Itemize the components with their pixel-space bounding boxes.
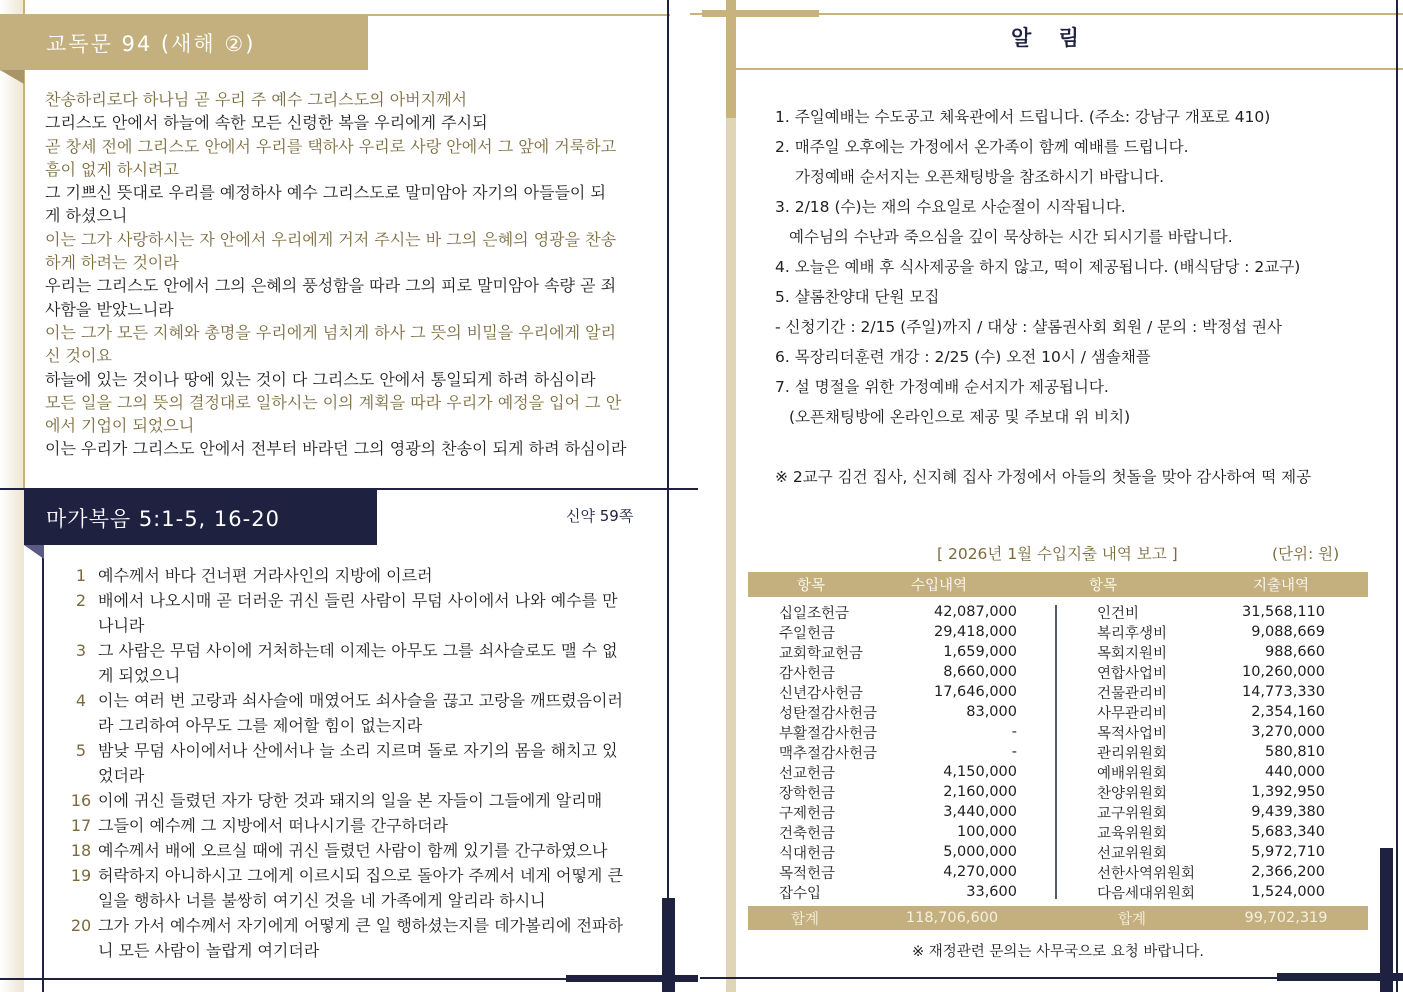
- expense-amount: 14,773,330: [1241, 684, 1325, 700]
- income-row: [748, 802, 1055, 822]
- income-item: 주일헌금: [779, 625, 836, 642]
- finance-report-title: [ 2026년 1월 수입지출 내역 보고 ]: [937, 545, 1178, 563]
- expense-row: [1055, 662, 1368, 682]
- income-amount: 8,660,000: [943, 664, 1017, 680]
- income-amount: -: [1011, 744, 1017, 760]
- reading-line: 찬송하리로다 하나님 곧 우리 주 예수 그리스도의 아버지께서: [45, 90, 468, 109]
- header-expense-item: 항목: [1088, 578, 1117, 594]
- reading-line: 이는 그가 모든 지혜와 총명을 우리에게 넘치게 하사 그 뜻의 비밀을 우리에게 알리: [45, 322, 617, 342]
- income-item: 성탄절감사헌금: [779, 705, 878, 722]
- expense-row: [1055, 802, 1368, 822]
- notice-line: 예수님의 수난과 죽으심을 깊이 묵상하는 시간 되시기를 바랍니다.: [789, 228, 1233, 246]
- expense-item: 교구위원회: [1097, 805, 1168, 822]
- expense-row: [1055, 602, 1368, 622]
- verse-item: [64, 788, 644, 813]
- header-income-item: 항목: [796, 578, 825, 594]
- cross-post-top-right-solid: [726, 0, 736, 118]
- responsive-reading-header: [0, 15, 368, 70]
- verse-text: 밤낮 무덤 사이에서나 산에서나 늘 소리 지르며 돌로 자기의 몸을 해치고 있: [98, 741, 618, 760]
- verse-text: 이는 여러 번 고랑과 쇠사슬에 매였어도 쇠사슬을 끊고 고랑을 깨뜨렸음이러: [98, 691, 623, 710]
- verse-number: 2: [75, 591, 87, 610]
- verse-number: 17: [70, 816, 92, 835]
- expense-column: [1055, 602, 1368, 902]
- scripture-header-fold: [24, 545, 44, 559]
- frame-line-right-edge: [1396, 0, 1398, 992]
- expense-total-amount: 99,702,319: [1244, 910, 1328, 926]
- expense-row: [1055, 862, 1368, 882]
- expense-item: 목회지원비: [1097, 645, 1168, 662]
- notices-list: [775, 102, 1375, 492]
- verse-text: 게 되었으니: [98, 666, 181, 685]
- responsive-reading-title: 교독문 94 (새해 ②): [46, 31, 256, 56]
- frame-line-right-of-left-page: [667, 0, 669, 898]
- expense-total-label: 합계: [1117, 911, 1146, 928]
- reading-line: 그 기쁘신 뜻대로 우리를 예정하사 예수 그리스도로 말미암아 자기의 아들들이 되: [45, 183, 606, 203]
- expense-item: 연합사업비: [1097, 665, 1168, 682]
- verse-number: 16: [70, 791, 92, 810]
- verse-item: [64, 863, 644, 913]
- income-row: [748, 662, 1055, 682]
- expense-item: 선한사역위원회: [1097, 865, 1196, 882]
- verse-text: 니 모든 사람이 놀랍게 여기더라: [98, 941, 320, 960]
- frame-line-top-right: [690, 13, 1403, 15]
- finance-table: [748, 572, 1368, 930]
- notice-line: 5. 샬롬찬양대 단원 모집: [775, 288, 940, 306]
- expense-row: [1055, 762, 1368, 782]
- verse-item: [64, 563, 644, 588]
- cross-post-bottom-left: [662, 898, 675, 992]
- title-underline: [736, 68, 1403, 70]
- income-row: [748, 622, 1055, 642]
- notice-line: 7. 설 명절을 위한 가정예배 순서지가 제공됩니다.: [775, 378, 1109, 396]
- expense-item: 인건비: [1097, 605, 1140, 622]
- notice-line: 가정예배 순서지는 오픈채팅방을 참조하시기 바랍니다.: [795, 168, 1165, 186]
- finance-table-body: [748, 597, 1368, 902]
- expense-amount: 580,810: [1265, 744, 1325, 760]
- verse-number: 1: [75, 566, 87, 585]
- verse-text: 그들이 예수께 그 지방에서 떠나시기를 간구하더라: [98, 816, 449, 835]
- expense-row: [1055, 742, 1368, 762]
- verse-text: 이에 귀신 들렸던 자가 당한 것과 돼지의 일을 본 자들이 그들에게 알리매: [98, 791, 603, 810]
- scripture-page-ref: 신약 59쪽: [566, 507, 634, 525]
- expense-amount: 5,972,710: [1251, 844, 1325, 860]
- reading-line: 그리스도 안에서 하늘에 속한 모든 신령한 복을 우리에게 주시되: [45, 113, 488, 133]
- expense-row: [1055, 622, 1368, 642]
- notice-line: 1. 주일예배는 수도공고 체육관에서 드립니다. (주소: 강남구 개포로 410): [775, 108, 1271, 126]
- verse-text: 나니라: [98, 616, 145, 635]
- responsive-reading-text: [45, 88, 655, 461]
- income-item: 맥추절감사헌금: [779, 745, 878, 762]
- expense-amount: 2,366,200: [1251, 864, 1325, 880]
- reading-line: 곧 창세 전에 그리스도 안에서 우리를 택하사 우리로 사랑 안에서 그 앞에 거룩하고: [45, 136, 617, 156]
- verse-item: [64, 638, 644, 688]
- verse-text: 예수께서 바다 건너편 거라사인의 지방에 이르러: [98, 566, 433, 585]
- notice-line: (오픈채팅방에 온라인으로 제공 및 주보대 위 비치): [789, 408, 1131, 426]
- income-item: 신년감사헌금: [779, 685, 864, 702]
- notice-line: 3. 2/18 (수)는 재의 수요일로 사순절이 시작됩니다.: [775, 198, 1126, 216]
- reading-line: 우리는 그리스도 안에서 그의 은혜의 풍성함을 따라 그의 피로 말미암아 속량 곧 죄: [45, 276, 617, 296]
- cross-post-top-right: [726, 0, 736, 992]
- expense-row: [1055, 642, 1368, 662]
- income-row: [748, 722, 1055, 742]
- income-item: 목적헌금: [779, 865, 836, 882]
- frame-line-left-vertical-navy: [42, 545, 44, 992]
- expense-amount: 1,524,000: [1251, 884, 1325, 900]
- scripture-header: [24, 490, 377, 545]
- income-row: [748, 642, 1055, 662]
- expense-amount: 440,000: [1265, 764, 1325, 780]
- finance-inquiry-note: ※ 재정관련 문의는 사무국으로 요청 바랍니다.: [912, 944, 1204, 960]
- verse-number: 4: [75, 691, 87, 710]
- income-item: 교회학교헌금: [779, 645, 864, 662]
- income-item: 장학헌금: [779, 785, 836, 802]
- income-row: [748, 862, 1055, 882]
- verse-text: 배에서 나오시매 곧 더러운 귀신 들린 사람이 무덤 사이에서 나와 예수를 만: [98, 591, 618, 610]
- verse-item: [64, 738, 644, 788]
- expense-item: 선교위원회: [1097, 845, 1168, 862]
- income-column: [748, 602, 1055, 902]
- header-expense-amount: 지출내역: [1252, 578, 1310, 594]
- income-item: 감사헌금: [779, 665, 836, 682]
- verse-item: [64, 588, 644, 638]
- scripture-verses: [64, 563, 644, 963]
- expense-amount: 988,660: [1265, 644, 1325, 660]
- income-amount: 33,600: [966, 884, 1017, 900]
- income-amount: 4,270,000: [943, 864, 1017, 880]
- expense-amount: 2,354,160: [1251, 704, 1325, 720]
- income-item: 구제헌금: [779, 805, 836, 822]
- expense-item: 복리후생비: [1097, 625, 1168, 642]
- page-edge-shadow: [0, 0, 24, 992]
- cross-post-bottom-right: [1380, 848, 1393, 992]
- income-item: 식대헌금: [779, 845, 836, 862]
- notice-thanks-line: ※ 2교구 김건 집사, 신지혜 집사 가정에서 아들의 첫돌을 맞아 감사하여 떡 제공: [775, 468, 1312, 486]
- expense-item: 건물관리비: [1097, 685, 1168, 702]
- expense-amount: 10,260,000: [1241, 664, 1325, 680]
- income-amount: 3,440,000: [943, 804, 1017, 820]
- notice-line: 6. 목장리더훈련 개강 : 2/25 (수) 오전 10시 / 샘솔채플: [775, 348, 1151, 366]
- reading-line: 흠이 없게 하시려고: [45, 159, 179, 179]
- scripture-title: 마가복음 5:1-5, 16-20: [46, 506, 280, 531]
- header-income-amount: 수입내역: [910, 578, 968, 594]
- income-amount: 1,659,000: [943, 644, 1017, 660]
- notice-blank-line: [775, 432, 1375, 462]
- reading-line: 이는 우리가 그리스도 안에서 전부터 바라던 그의 영광의 찬송이 되게 하려 하심이라: [45, 439, 627, 459]
- verse-number: 20: [70, 916, 92, 935]
- reading-line: 모든 일을 그의 뜻의 결정대로 일하시는 이의 계획을 따라 우리가 예정을 입어 그 안: [45, 392, 622, 412]
- reading-line: 사함을 받았느니라: [45, 299, 174, 319]
- expense-item: 예배위원회: [1097, 765, 1168, 782]
- income-item: 선교헌금: [779, 765, 836, 782]
- verse-item: [64, 913, 644, 963]
- income-total-label: 합계: [790, 911, 819, 928]
- expense-row: [1055, 682, 1368, 702]
- expense-item: 찬양위원회: [1097, 785, 1168, 802]
- income-row: [748, 762, 1055, 782]
- income-row: [748, 842, 1055, 862]
- verse-text: 었더라: [98, 766, 145, 785]
- reading-line: 게 하셨으니: [45, 206, 128, 226]
- income-amount: 17,646,000: [933, 684, 1017, 700]
- verse-number: 3: [75, 641, 87, 660]
- income-amount: -: [1011, 724, 1017, 740]
- income-item: 잡수입: [779, 885, 822, 902]
- notice-line: 2. 매주일 오후에는 가정에서 온가족이 함께 예배를 드립니다.: [775, 138, 1189, 156]
- expense-amount: 9,439,380: [1251, 804, 1325, 820]
- income-amount: 42,087,000: [933, 604, 1017, 620]
- reading-line: 하게 하려는 것이라: [45, 253, 179, 273]
- expense-item: 사무관리비: [1097, 705, 1168, 722]
- expense-amount: 31,568,110: [1241, 604, 1325, 620]
- income-amount: 100,000: [957, 824, 1017, 840]
- verse-number: 19: [70, 866, 92, 885]
- verse-text: 예수께서 배에 오르실 때에 귀신 들렸던 사람이 함께 있기를 간구하였으나: [98, 841, 608, 860]
- reading-line: 에서 기업이 되었으니: [45, 416, 195, 436]
- income-row: [748, 742, 1055, 762]
- expense-amount: 5,683,340: [1251, 824, 1325, 840]
- column-divider: [1055, 605, 1057, 899]
- reading-line: 하늘에 있는 것이나 땅에 있는 것이 다 그리스도 안에서 통일되게 하려 하심이라: [45, 369, 596, 389]
- income-total-amount: 118,706,600: [905, 910, 999, 926]
- expense-row: [1055, 842, 1368, 862]
- income-amount: 4,150,000: [943, 764, 1017, 780]
- income-amount: 5,000,000: [943, 844, 1017, 860]
- expense-item: 다음세대위원회: [1097, 885, 1196, 902]
- income-row: [748, 682, 1055, 702]
- income-amount: 29,418,000: [933, 624, 1017, 640]
- income-row: [748, 882, 1055, 902]
- header-fold-decoration: [0, 70, 24, 84]
- verse-text: 그가 가서 예수께서 자기에게 어떻게 큰 일 행하셨는지를 데가볼리에 전파하: [98, 916, 623, 935]
- expense-row: [1055, 702, 1368, 722]
- verse-item: [64, 838, 644, 863]
- income-row: [748, 782, 1055, 802]
- expense-amount: 9,088,669: [1251, 624, 1325, 640]
- income-amount: 83,000: [966, 704, 1017, 720]
- expense-amount: 1,392,950: [1251, 784, 1325, 800]
- income-row: [748, 702, 1055, 722]
- notice-line: - 신청기간 : 2/15 (주일)까지 / 대상 : 샬롬권사회 회원 / 문의 : 박정섭 권사: [775, 318, 1282, 336]
- verse-text: 일을 행하사 너를 불쌍히 여기신 것을 네 가족에게 알리라 하시니: [98, 891, 546, 910]
- verse-text: 라 그리하여 아무도 그를 제어할 힘이 없는지라: [98, 716, 423, 735]
- notices-title: 알 림: [1011, 26, 1089, 50]
- verse-text: 허락하지 아니하시고 그에게 이르시되 집으로 돌아가 주께서 네게 어떻게 큰: [98, 866, 623, 885]
- income-amount: 2,160,000: [943, 784, 1017, 800]
- finance-table-totals: [748, 906, 1368, 930]
- verse-item: [64, 688, 644, 738]
- expense-row: [1055, 722, 1368, 742]
- expense-amount: 3,270,000: [1251, 724, 1325, 740]
- verse-text: 그 사람은 무덤 사이에 거처하는데 이제는 아무도 그를 쇠사슬로도 맬 수 없: [98, 641, 618, 660]
- finance-unit-label: (단위: 원): [1272, 545, 1340, 563]
- expense-row: [1055, 822, 1368, 842]
- verse-number: 5: [75, 741, 87, 760]
- notice-line: 4. 오늘은 예배 후 식사제공을 하지 않고, 떡이 제공됩니다. (배식담당 : 2교구): [775, 258, 1301, 276]
- reading-line: 신 것이요: [45, 346, 112, 366]
- expense-item: 목적사업비: [1097, 725, 1168, 742]
- reading-line: 이는 그가 사랑하시는 자 안에서 우리에게 거저 주시는 바 그의 은혜의 영광을 찬송: [45, 229, 617, 249]
- income-row: [748, 822, 1055, 842]
- verse-item: [64, 813, 644, 838]
- expense-item: 관리위원회: [1097, 745, 1168, 762]
- income-item: 부활절감사헌금: [779, 725, 878, 742]
- income-item: 건축헌금: [779, 825, 836, 842]
- expense-row: [1055, 882, 1368, 902]
- expense-row: [1055, 782, 1368, 802]
- expense-item: 교육위원회: [1097, 825, 1168, 842]
- finance-table-header: [748, 572, 1368, 597]
- income-item: 십일조헌금: [779, 605, 850, 622]
- verse-number: 18: [70, 841, 92, 860]
- cross-bar-bottom-left: [566, 975, 698, 982]
- income-row: [748, 602, 1055, 622]
